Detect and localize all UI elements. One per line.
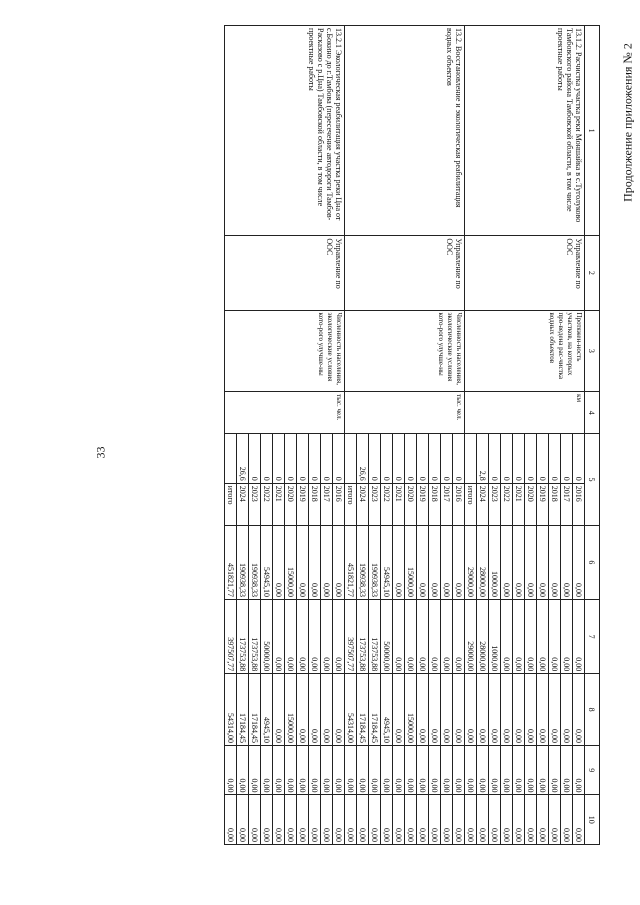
year-cell: 2021	[513, 483, 525, 525]
regional-funding: 4945,10	[381, 674, 393, 746]
federal-funding: 397507,77	[225, 600, 237, 674]
column-header-10: 10	[585, 795, 600, 845]
section-unit: тыс. чел.	[345, 392, 465, 434]
regional-funding: 0,00	[417, 674, 429, 746]
federal-funding: 0,00	[429, 600, 441, 674]
year-cell: 2024	[357, 483, 369, 525]
total-funding: 190938,33	[357, 525, 369, 599]
total-funding: 15000,00	[405, 525, 417, 599]
target-value: 0	[309, 434, 321, 483]
year-cell: 2021	[393, 483, 405, 525]
table-row	[333, 26, 345, 845]
regional-funding: 0,00	[525, 674, 537, 746]
regional-funding: 0,00	[513, 674, 525, 746]
other-funding: 0,00	[525, 795, 537, 845]
local-funding: 0,00	[273, 745, 285, 794]
regional-funding: 54314,00	[225, 674, 237, 746]
local-funding: 0,00	[417, 745, 429, 794]
local-funding: 0,00	[441, 745, 453, 794]
other-funding: 0,00	[429, 795, 441, 845]
target-value: 0	[297, 434, 309, 483]
section-executor: Управление по ООС	[345, 236, 465, 310]
total-funding: 0,00	[501, 525, 513, 599]
year-cell: 2020	[405, 483, 417, 525]
federal-funding: 0,00	[405, 600, 417, 674]
other-funding: 0,00	[237, 795, 249, 845]
year-cell: 2018	[549, 483, 561, 525]
year-cell: 2024	[237, 483, 249, 525]
regional-funding: 17184,45	[237, 674, 249, 746]
section-unit: км	[465, 392, 585, 434]
section-indicator: Численность населения, экологические условия кото-рого улучше-ны	[225, 310, 345, 392]
total-funding: 0,00	[441, 525, 453, 599]
local-funding: 0,00	[573, 745, 585, 794]
column-header-8: 8	[585, 674, 600, 746]
local-funding: 0,00	[549, 745, 561, 794]
other-funding: 0,00	[381, 795, 393, 845]
regional-funding: 15000,00	[285, 674, 297, 746]
other-funding: 0,00	[393, 795, 405, 845]
local-funding: 0,00	[225, 745, 237, 794]
federal-funding: 1000,00	[489, 600, 501, 674]
local-funding: 0,00	[489, 745, 501, 794]
other-funding: 0,00	[261, 795, 273, 845]
total-funding: 0,00	[513, 525, 525, 599]
regional-funding: 0,00	[489, 674, 501, 746]
local-funding: 0,00	[537, 745, 549, 794]
section-title: 13.2.1 Экологическая реабилитация участка реки Цна от с.Бокино до г.Тамбова (пересечение автодороги Тамбов-Расказово с р.Цна) Тамбовской области, в том числе проектные работы	[225, 26, 345, 236]
total-funding: 0,00	[333, 525, 345, 599]
federal-funding: 173753,88	[369, 600, 381, 674]
regional-funding: 54314,00	[345, 674, 357, 746]
federal-funding: 0,00	[513, 600, 525, 674]
target-value	[465, 434, 477, 483]
federal-funding: 50000,00	[261, 600, 273, 674]
other-funding: 0,00	[249, 795, 261, 845]
regional-funding: 0,00	[501, 674, 513, 746]
column-header-3: 3	[585, 310, 600, 392]
federal-funding: 0,00	[333, 600, 345, 674]
target-value: 0	[513, 434, 525, 483]
federal-funding: 0,00	[285, 600, 297, 674]
regional-funding: 17184,45	[369, 674, 381, 746]
total-funding: 0,00	[453, 525, 465, 599]
year-cell: 2021	[273, 483, 285, 525]
year-cell: 2017	[441, 483, 453, 525]
year-cell: 2022	[501, 483, 513, 525]
other-funding: 0,00	[453, 795, 465, 845]
local-funding: 0,00	[381, 745, 393, 794]
section-unit: тыс. чел.	[225, 392, 345, 434]
local-funding: 0,00	[453, 745, 465, 794]
federal-funding: 0,00	[573, 600, 585, 674]
page-caption: Продолжение приложения № 2	[620, 43, 635, 202]
total-funding: 0,00	[309, 525, 321, 599]
local-funding: 0,00	[465, 745, 477, 794]
year-cell: 2019	[417, 483, 429, 525]
local-funding: 0,00	[369, 745, 381, 794]
federal-funding: 28000,00	[477, 600, 489, 674]
year-cell: 2016	[333, 483, 345, 525]
target-value: 0	[501, 434, 513, 483]
section-executor: Управление по ООС	[225, 236, 345, 310]
total-funding: 15000,00	[285, 525, 297, 599]
total-funding: 0,00	[537, 525, 549, 599]
year-cell: 2023	[249, 483, 261, 525]
federal-funding: 0,00	[309, 600, 321, 674]
total-funding: 451821,77	[225, 525, 237, 599]
local-funding: 0,00	[561, 745, 573, 794]
total-funding: 29000,00	[465, 525, 477, 599]
year-cell: 2016	[453, 483, 465, 525]
other-funding: 0,00	[513, 795, 525, 845]
total-funding: 0,00	[549, 525, 561, 599]
section-indicator: Численность населения, экологические условия кото-рого улучше-ны	[345, 310, 465, 392]
table-sheet	[100, 25, 600, 845]
year-cell: итого	[465, 483, 477, 525]
federal-funding: 397507,77	[345, 600, 357, 674]
section-indicator: Протяжен-ность участков, на которых про-ведена рас-чистка водных объектов	[465, 310, 585, 392]
target-value: 0	[261, 434, 273, 483]
local-funding: 0,00	[429, 745, 441, 794]
other-funding: 0,00	[285, 795, 297, 845]
column-header-9: 9	[585, 745, 600, 794]
local-funding: 0,00	[513, 745, 525, 794]
year-cell: 2018	[429, 483, 441, 525]
year-cell: 2019	[297, 483, 309, 525]
regional-funding: 17184,45	[357, 674, 369, 746]
total-funding: 0,00	[525, 525, 537, 599]
target-value: 0	[273, 434, 285, 483]
other-funding: 0,00	[369, 795, 381, 845]
target-value: 0	[369, 434, 381, 483]
federal-funding: 0,00	[501, 600, 513, 674]
total-funding: 451821,77	[345, 525, 357, 599]
regional-funding: 0,00	[393, 674, 405, 746]
federal-funding: 0,00	[273, 600, 285, 674]
year-cell: 2022	[261, 483, 273, 525]
target-value: 0	[285, 434, 297, 483]
column-header-6: 6	[585, 525, 600, 599]
federal-funding: 0,00	[549, 600, 561, 674]
other-funding: 0,00	[273, 795, 285, 845]
other-funding: 0,00	[441, 795, 453, 845]
page-number: 33	[93, 446, 108, 459]
target-value: 0	[429, 434, 441, 483]
target-value: 0	[549, 434, 561, 483]
total-funding: 54945,10	[261, 525, 273, 599]
year-cell: 2018	[309, 483, 321, 525]
other-funding: 0,00	[321, 795, 333, 845]
year-cell: 2016	[573, 483, 585, 525]
local-funding: 0,00	[249, 745, 261, 794]
table-header	[585, 26, 600, 845]
target-value: 0	[417, 434, 429, 483]
regional-funding: 4945,10	[261, 674, 273, 746]
local-funding: 0,00	[501, 745, 513, 794]
federal-funding: 173753,88	[357, 600, 369, 674]
table-row	[453, 26, 465, 845]
table-body	[225, 26, 585, 845]
federal-funding: 0,00	[321, 600, 333, 674]
other-funding: 0,00	[489, 795, 501, 845]
year-cell: 2017	[321, 483, 333, 525]
target-value: 0	[573, 434, 585, 483]
regional-funding: 0,00	[297, 674, 309, 746]
other-funding: 0,00	[465, 795, 477, 845]
local-funding: 0,00	[321, 745, 333, 794]
regional-funding: 0,00	[561, 674, 573, 746]
other-funding: 0,00	[561, 795, 573, 845]
local-funding: 0,00	[309, 745, 321, 794]
target-value: 0	[489, 434, 501, 483]
federal-funding: 29000,00	[465, 600, 477, 674]
federal-funding: 0,00	[441, 600, 453, 674]
other-funding: 0,00	[357, 795, 369, 845]
column-header-7: 7	[585, 600, 600, 674]
column-header-2: 2	[585, 236, 600, 310]
column-header-5: 5	[585, 434, 600, 526]
target-value: 0	[441, 434, 453, 483]
regional-funding: 0,00	[573, 674, 585, 746]
target-value: 2,8	[477, 434, 489, 483]
target-value: 0	[537, 434, 549, 483]
total-funding: 0,00	[393, 525, 405, 599]
target-value: 0	[393, 434, 405, 483]
target-value	[225, 434, 237, 483]
regional-funding: 0,00	[429, 674, 441, 746]
local-funding: 0,00	[237, 745, 249, 794]
other-funding: 0,00	[549, 795, 561, 845]
other-funding: 0,00	[297, 795, 309, 845]
federal-funding: 0,00	[537, 600, 549, 674]
regional-funding: 0,00	[465, 674, 477, 746]
regional-funding: 0,00	[273, 674, 285, 746]
other-funding: 0,00	[477, 795, 489, 845]
local-funding: 0,00	[297, 745, 309, 794]
other-funding: 0,00	[225, 795, 237, 845]
total-funding: 190938,33	[369, 525, 381, 599]
other-funding: 0,00	[537, 795, 549, 845]
federal-funding: 0,00	[561, 600, 573, 674]
federal-funding: 0,00	[297, 600, 309, 674]
year-cell: 2019	[537, 483, 549, 525]
column-header-1: 1	[585, 26, 600, 236]
federal-funding: 0,00	[393, 600, 405, 674]
local-funding: 0,00	[357, 745, 369, 794]
federal-funding: 0,00	[453, 600, 465, 674]
federal-funding: 0,00	[417, 600, 429, 674]
local-funding: 0,00	[405, 745, 417, 794]
regional-funding: 0,00	[441, 674, 453, 746]
year-cell: 2022	[381, 483, 393, 525]
section-title: 13.2. Восстановление и экологическая реабилитация водных объектов	[345, 26, 465, 236]
year-cell: 2024	[477, 483, 489, 525]
other-funding: 0,00	[501, 795, 513, 845]
total-funding: 28000,00	[477, 525, 489, 599]
target-value: 0	[249, 434, 261, 483]
total-funding: 1000,00	[489, 525, 501, 599]
local-funding: 0,00	[261, 745, 273, 794]
federal-funding: 173753,88	[249, 600, 261, 674]
local-funding: 0,00	[477, 745, 489, 794]
total-funding: 190938,33	[249, 525, 261, 599]
other-funding: 0,00	[573, 795, 585, 845]
other-funding: 0,00	[345, 795, 357, 845]
local-funding: 0,00	[285, 745, 297, 794]
other-funding: 0,00	[309, 795, 321, 845]
regional-funding: 0,00	[537, 674, 549, 746]
regional-funding: 17184,45	[249, 674, 261, 746]
section-title: 13.1.2. Расчистка участка реки Моншайка в с.Туголуково Тамбовского района Тамбовской области, в том числе проектные работы	[465, 26, 585, 236]
section-executor: Управление по ООС	[465, 236, 585, 310]
target-value: 0	[333, 434, 345, 483]
total-funding: 190938,33	[237, 525, 249, 599]
local-funding: 0,00	[393, 745, 405, 794]
target-value: 0	[405, 434, 417, 483]
target-value: 26,6	[357, 434, 369, 483]
rotated-table-container	[100, 25, 600, 845]
target-value: 0	[525, 434, 537, 483]
year-cell: 2020	[285, 483, 297, 525]
total-funding: 0,00	[321, 525, 333, 599]
year-cell: итого	[345, 483, 357, 525]
local-funding: 0,00	[345, 745, 357, 794]
target-value: 0	[321, 434, 333, 483]
year-cell: 2017	[561, 483, 573, 525]
column-header-4: 4	[585, 392, 600, 434]
program-table	[224, 25, 600, 845]
regional-funding: 0,00	[333, 674, 345, 746]
other-funding: 0,00	[405, 795, 417, 845]
target-value: 0	[453, 434, 465, 483]
local-funding: 0,00	[333, 745, 345, 794]
federal-funding: 0,00	[525, 600, 537, 674]
regional-funding: 0,00	[477, 674, 489, 746]
total-funding: 0,00	[573, 525, 585, 599]
target-value: 0	[561, 434, 573, 483]
local-funding: 0,00	[525, 745, 537, 794]
year-cell: 2020	[525, 483, 537, 525]
target-value	[345, 434, 357, 483]
regional-funding: 0,00	[453, 674, 465, 746]
regional-funding: 15000,00	[405, 674, 417, 746]
regional-funding: 0,00	[321, 674, 333, 746]
regional-funding: 0,00	[309, 674, 321, 746]
other-funding: 0,00	[417, 795, 429, 845]
year-cell: 2023	[369, 483, 381, 525]
target-value: 0	[381, 434, 393, 483]
year-cell: итого	[225, 483, 237, 525]
total-funding: 0,00	[561, 525, 573, 599]
year-cell: 2023	[489, 483, 501, 525]
table-row	[573, 26, 585, 845]
total-funding: 0,00	[429, 525, 441, 599]
total-funding: 0,00	[417, 525, 429, 599]
target-value: 26,6	[237, 434, 249, 483]
total-funding: 54945,10	[381, 525, 393, 599]
federal-funding: 173753,88	[237, 600, 249, 674]
total-funding: 0,00	[297, 525, 309, 599]
total-funding: 0,00	[273, 525, 285, 599]
other-funding: 0,00	[333, 795, 345, 845]
federal-funding: 50000,00	[381, 600, 393, 674]
regional-funding: 0,00	[549, 674, 561, 746]
